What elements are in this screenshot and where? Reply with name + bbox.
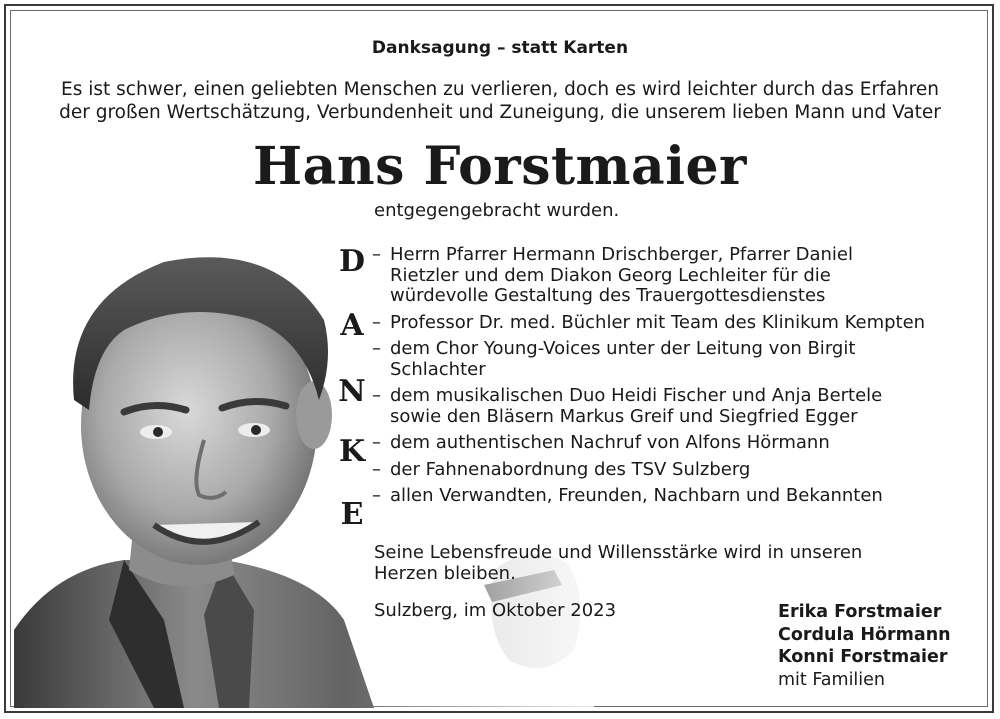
place-date: Sulzberg, im Oktober 2023 bbox=[374, 600, 617, 621]
thanks-line: Rietzler und dem Diakon Georg Lechleiter für die bbox=[390, 264, 831, 286]
deceased-name: Hans Forstmaier bbox=[253, 136, 747, 197]
thanks-line: dem musikalischen Duo Heidi Fischer und Anja Bertele bbox=[390, 385, 883, 406]
dash: – bbox=[372, 432, 381, 453]
dash: – bbox=[372, 311, 381, 333]
closing-text bbox=[374, 542, 934, 584]
dash: – bbox=[372, 458, 381, 480]
signer-name: Konni Forstmaier bbox=[778, 647, 948, 667]
thanks-line: der Fahnenabordnung des TSV Sulzberg bbox=[390, 458, 751, 480]
intro-line: der großen Wertschätzung, Verbundenheit und Zuneigung, die unserem lieben Mann und Vater bbox=[59, 102, 941, 123]
intro-continuation: entgegengebracht wurden. bbox=[374, 200, 620, 221]
signer-name: Cordula Hörmann bbox=[778, 624, 951, 645]
intro-text bbox=[40, 78, 960, 124]
danke-letter: E bbox=[340, 497, 364, 532]
intro-line: Es ist schwer, einen geliebten Menschen zu verlieren, doch es wird leichter durch das Erfahren bbox=[61, 79, 939, 100]
notice-heading: Danksagung – statt Karten bbox=[371, 38, 629, 58]
dash: – bbox=[372, 485, 381, 506]
danke-letter: N bbox=[338, 374, 366, 409]
thanks-item bbox=[372, 486, 962, 507]
thanks-item bbox=[372, 245, 962, 307]
danke-letter: A bbox=[340, 308, 364, 343]
thanks-line: Professor Dr. med. Büchler mit Team des Klinikum Kempten bbox=[390, 311, 926, 333]
signer-note: mit Familien bbox=[778, 669, 886, 690]
dash: – bbox=[372, 385, 381, 406]
thanks-item bbox=[372, 386, 962, 427]
closing-line: Herzen bleiben. bbox=[374, 563, 516, 584]
signers-block bbox=[778, 601, 951, 691]
danke-letter: D bbox=[338, 244, 365, 279]
thanks-line: allen Verwandten, Freunden, Nachbarn und Bekannten bbox=[390, 485, 883, 506]
danke-letter: K bbox=[338, 434, 366, 469]
thanks-line: Schlachter bbox=[390, 358, 486, 380]
thanks-line: würdevolle Gestaltung des Trauergottesdienstes bbox=[390, 285, 826, 306]
thanks-line: dem Chor Young-Voices unter der Leitung von Birgit bbox=[390, 338, 856, 359]
thanks-item bbox=[372, 339, 962, 380]
thanks-line: dem authentischen Nachruf von Alfons Hörmann bbox=[390, 432, 830, 453]
dash: – bbox=[372, 244, 381, 265]
thanks-item bbox=[372, 433, 962, 454]
signer-name: Erika Forstmaier bbox=[778, 602, 942, 622]
thanks-item bbox=[372, 460, 962, 481]
closing-line: Seine Lebensfreude und Willensstärke wird in unseren bbox=[374, 542, 863, 563]
dash: – bbox=[372, 338, 381, 359]
thanks-line: sowie den Bläsern Markus Greif und Siegfried Egger bbox=[390, 405, 858, 427]
thanks-item bbox=[372, 313, 962, 334]
thanks-line: Herrn Pfarrer Hermann Drischberger, Pfarrer Daniel bbox=[390, 244, 853, 265]
thanks-list bbox=[372, 245, 962, 513]
